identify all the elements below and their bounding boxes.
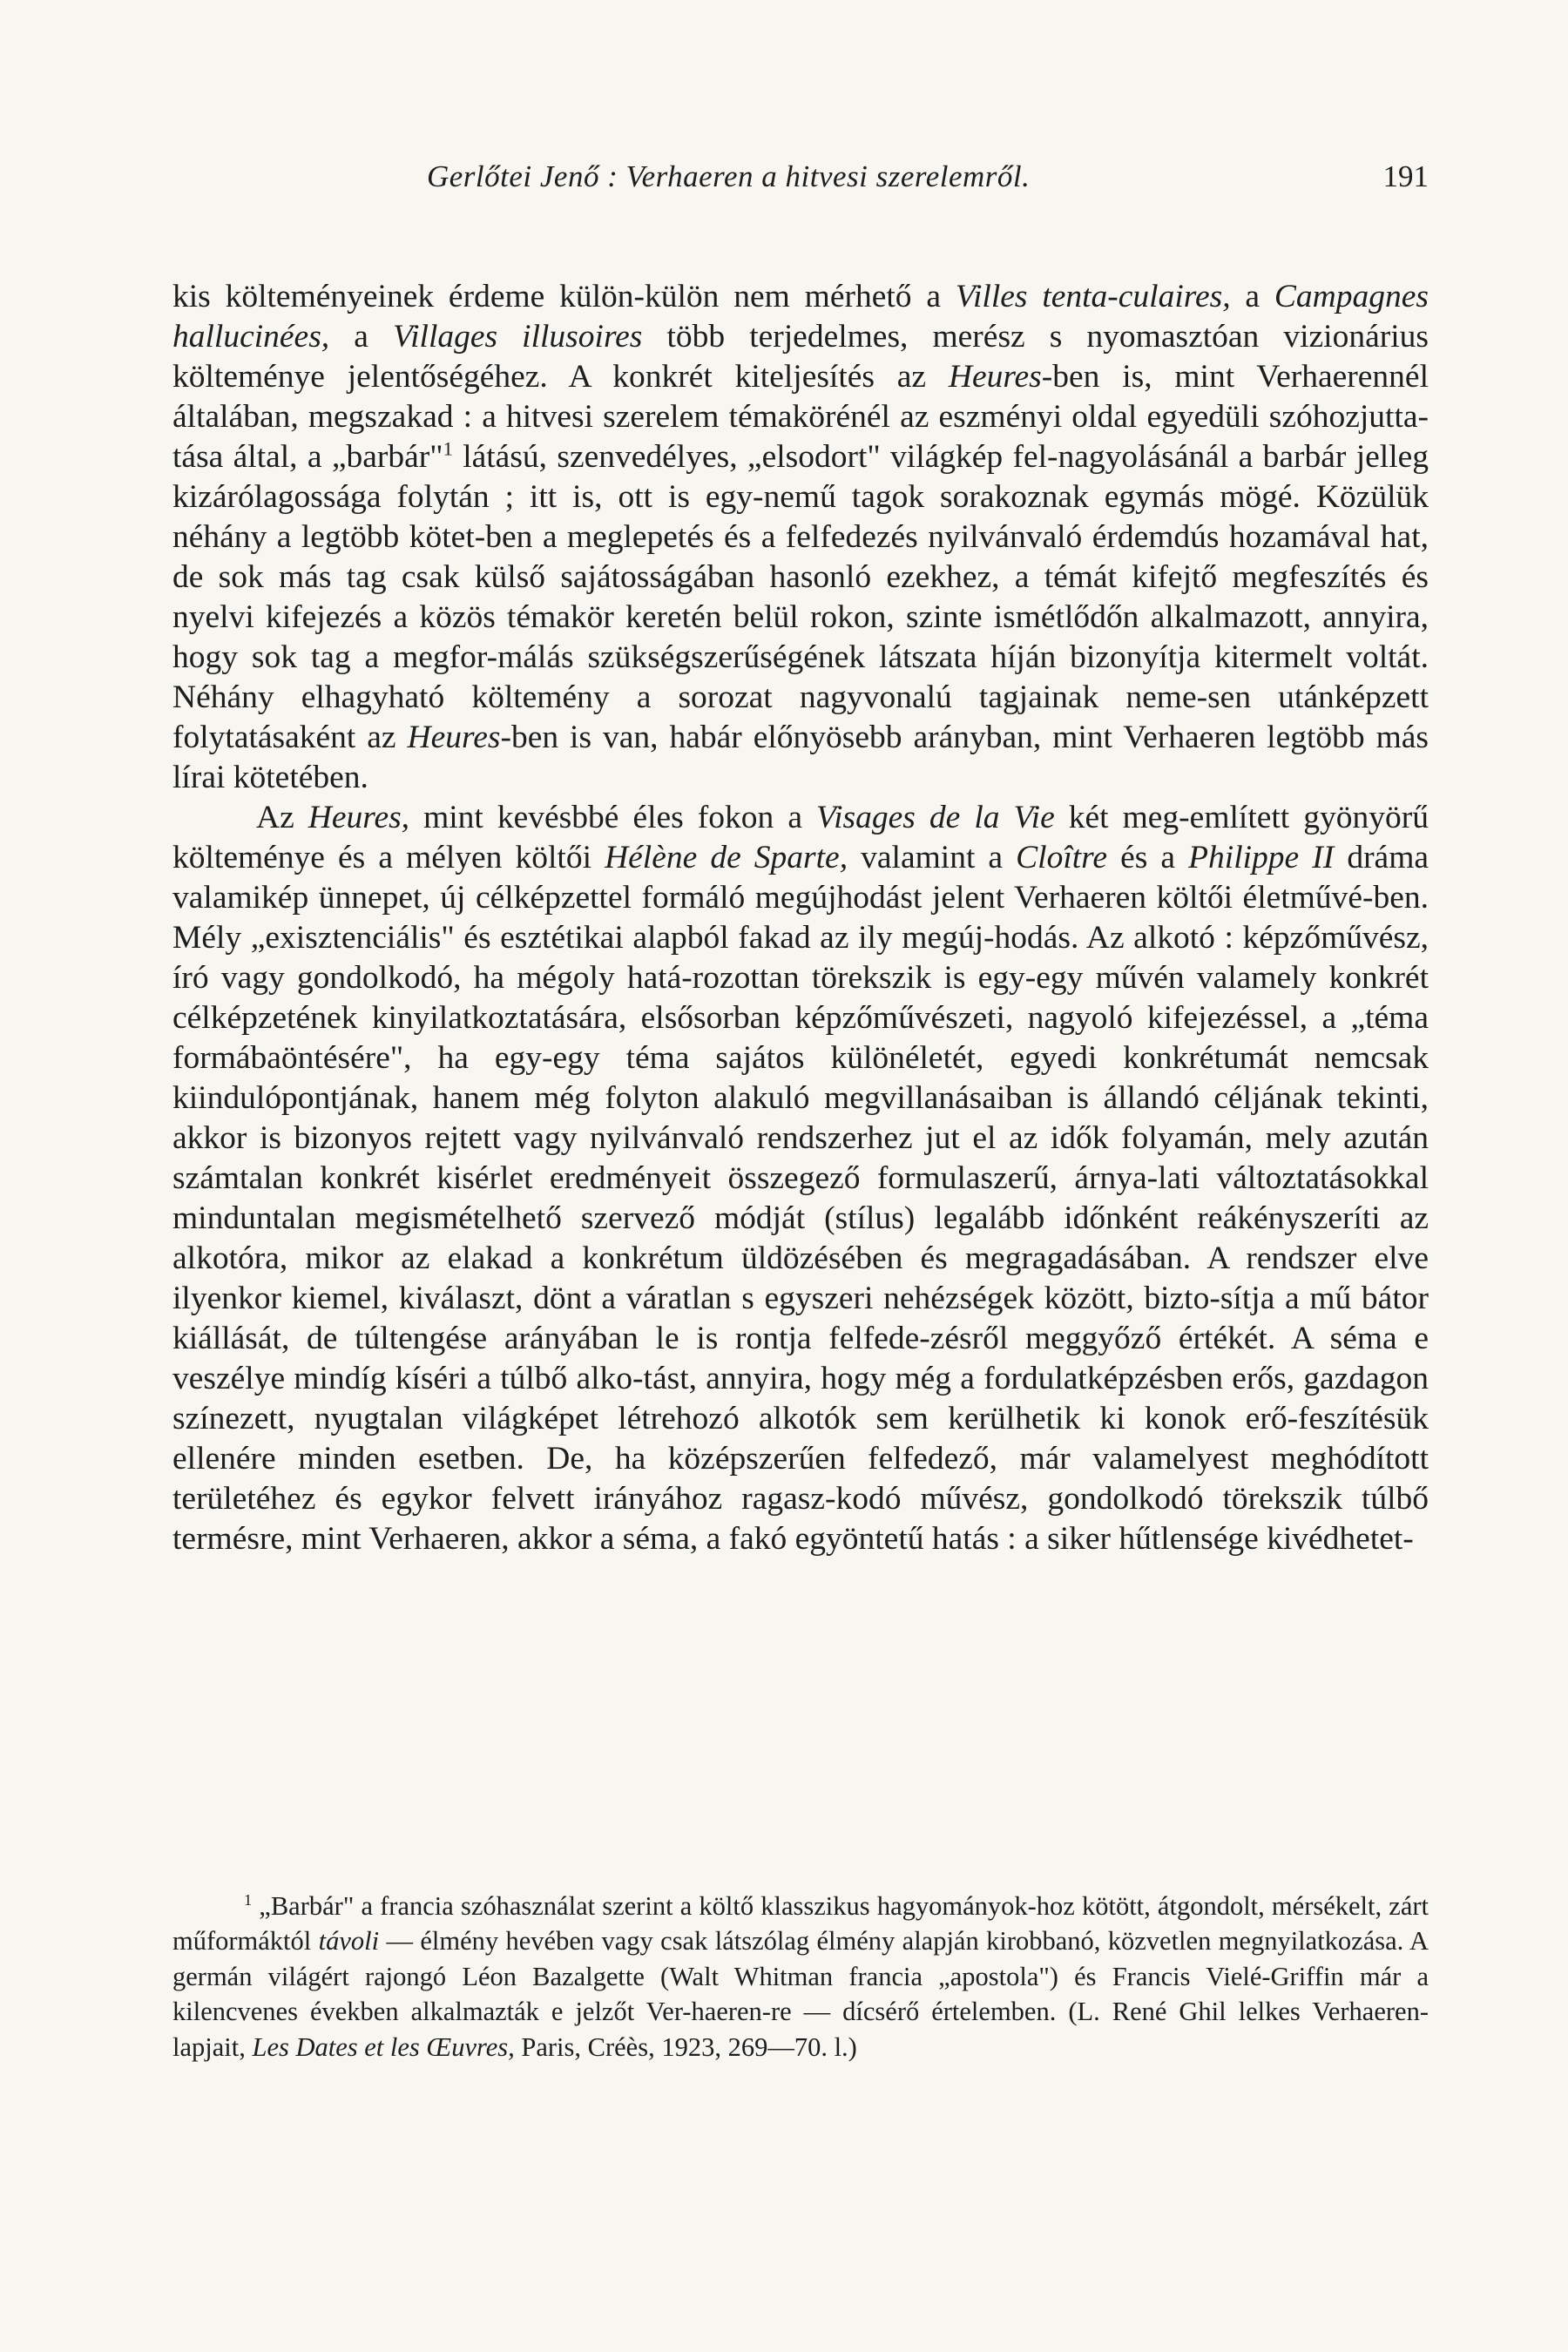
footnote <box>172 1889 1429 2065</box>
page-header <box>427 155 1429 199</box>
text-run: a <box>329 319 393 355</box>
italic-title: Les Dates et les Œuvres, <box>252 2031 515 2062</box>
italic-title: Philippe II <box>1188 840 1335 875</box>
footnote-marker: 1 <box>244 1890 253 1909</box>
text-run: két meg-említett gyönyörű költeménye és a mélyen költői <box>172 800 1429 875</box>
text-run: több terjedelmes, merész s nyomasztóan vizionárius költeménye jelentőségéhez. A konkrét kiteljesítés az <box>172 319 1429 395</box>
text-run: a <box>1230 279 1274 314</box>
paragraph-2 <box>172 798 1429 1559</box>
running-title: Gerlőtei Jenő : Verhaeren a hitvesi szerelemről. <box>427 159 1031 193</box>
text-run: és a <box>1107 840 1189 875</box>
italic-title: Cloître <box>1016 840 1108 875</box>
italic-title: Campagnes hallucinées, <box>172 279 1429 355</box>
text-run: mint kevésbbé éles fokon a <box>409 800 816 835</box>
text-run: Paris, Créès, 1923, 269—70. l.) <box>514 2031 857 2062</box>
text-run: kis költeményeinek érdeme külön-külön nem mérhető a <box>172 279 956 314</box>
body-text <box>172 277 1429 1559</box>
italic-title: Hélène de Sparte, <box>605 840 848 875</box>
italic-title: Heures <box>407 720 501 755</box>
text-run: „Barbár" a francia szóhasználat szerint a költő klasszikus hagyományok-hoz kötött, átgondolt, mérsékelt, zárt műformáktól <box>172 1891 1429 1957</box>
text-run: valamint a <box>848 840 1017 875</box>
text-run: látású, szenvedélyes, „elsodort" világkép fel-nagyolásánál a barbár jelleg kizárólagossága folytán ; itt is, ott is egy-nemű tagok sorakoznak egymás mögé. Közülük néhány a legtöbb kötet-ben a meglepetés és a felfedezés nyilvánvaló érdemdús hozamával hat, de sok más tag csak külső sajátosságában hasonló ezekhez, a témát kifejtő megfeszítés és nyelvi kifejezés a közös témakör keretén belül rokon, szinte ismétlődőn alkalmazott, annyira, hogy sok tag a megfor-málás szükségszerűségének látszata híján bizonyítja kitermelt voltát. Néhány elhagyható költemény a sorozat nagyvonalú tagjainak neme-sen utánképzett folytatásaként az <box>172 439 1429 755</box>
paragraph-1 <box>172 277 1429 798</box>
page-number: 191 <box>1382 159 1429 193</box>
italic-word: távoli <box>318 1926 380 1957</box>
italic-title: Heures <box>948 359 1042 395</box>
text-run: dráma valamikép ünnepet, új célképzettel formáló megújhodást jelent Verhaeren költői életművé-ben. Mély „exisztenciális" és esztétikai alapból fakad az ily megúj-hodás. Az alkotó : képzőművész, író vagy gondolkodó, ha mégoly hatá-rozottan törekszik is egy-egy művén valamely konkrét célképzetének kinyilatkoztatására, elsősorban képzőművészeti, nagyoló kifejezéssel, a „téma formábaöntésére", ha egy-egy téma sajátos különéletét, egyedi konkrétumát nemcsak kiindulópontjának, hanem még folyton alakuló megvillanásaiban is állandó céljának tekinti, akkor is bizonyos rejtett vagy nyilvánvaló rendszerhez jut el az idők folyamán, mely azután számtalan konkrét kisérlet eredményeit összegező formulaszerű, árnya-lati változtatásokkal minduntalan megismételhető szervező módját (stílus) legalább időnként reákényszeríti az alkotóra, mikor az elakad a konkrétum üldözésében és megragadásában. A rendszer elve ilyenkor kiemel, kiválaszt, dönt a váratlan s egyszeri nehézségek között, bizto-sítja a mű bátor kiállását, de túltengése arányában le is rontja felfede-zésről meggyőző értékét. A séma e veszélye mindíg kíséri a túlbő alko-tást, annyira, hogy még a fordulatképzésben erős, gazdagon színezett, nyugtalan világképet létrehozó alkotók sem kerülhetik ki konok erő-feszítésük ellenére minden esetben. De, ha középszerűen felfedező, már valamelyest meghódított területéhez és egykor felvett irányához ragasz-kodó művész, gondolkodó törekszik túlbő termésre, mint Verhaeren, akkor a séma, a fakó egyöntetű hatás : a siker hűtlensége kivédhetet- <box>172 840 1429 1557</box>
italic-title: Heures, <box>308 800 410 835</box>
italic-title: Villages illusoires <box>392 319 643 355</box>
italic-title: Visages de la Vie <box>816 800 1055 835</box>
text-run: -ben is van, habár előnyösebb arányban, mint Verhaeren legtöbb más lírai kötetében. <box>172 720 1429 795</box>
footnote-reference: 1 <box>443 437 453 460</box>
text-run: Az <box>256 800 308 835</box>
italic-title: Villes tenta-culaires, <box>955 279 1231 314</box>
text-run: -ben is, mint Verhaerennél általában, megszakad : a hitvesi szerelem témakörénél az eszményi oldal egyedüli szóhozjutta-tása által, a „barbár" <box>172 359 1429 475</box>
text-run: — élmény hevében vagy csak látszólag élmény alapján kirobbanó, közvetlen megnyilatkozása. A germán világért rajongó Léon Bazalgette (Walt Whitman francia „apostola") és Francis Vielé-Griffin már a kilencvenes években alkalmazták e jelzőt Ver-haeren-re — dícsérő értelemben. (L. René Ghil lelkes Verhaeren-lapjait, <box>172 1926 1429 2062</box>
